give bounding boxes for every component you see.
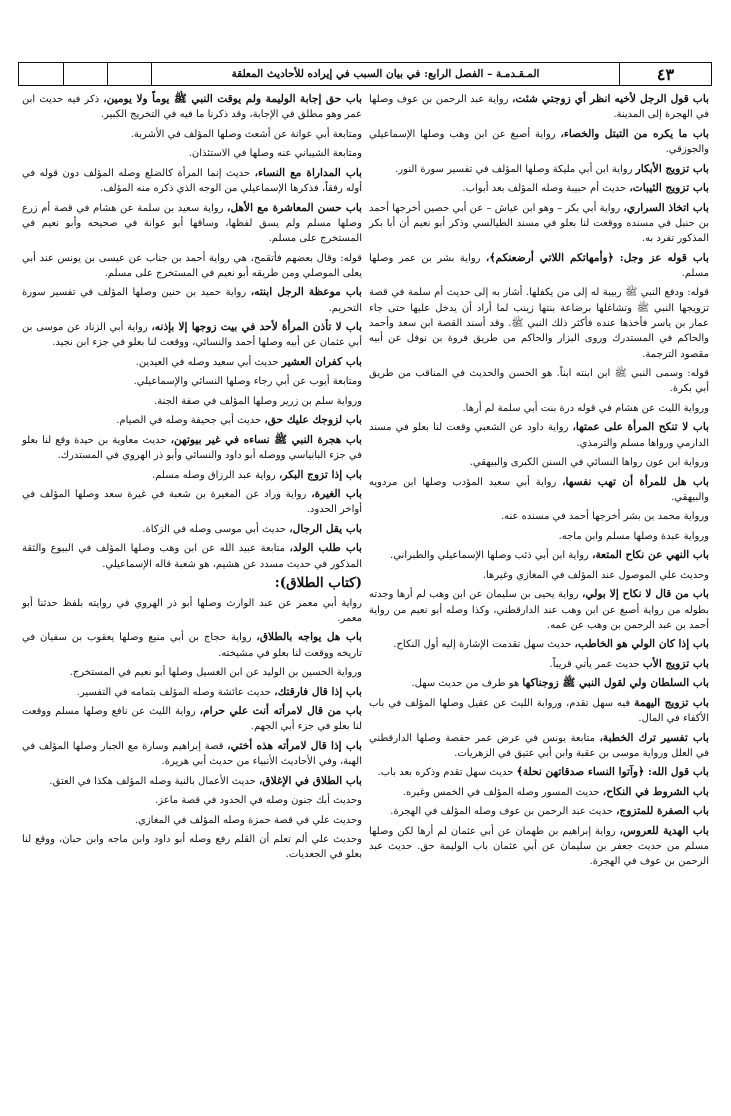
chapter-title: باب من قال لا نكاح إلا بولي، <box>581 588 709 601</box>
paragraph <box>369 401 709 416</box>
chapter-title: باب هل يواجه بالطلاق، <box>256 631 362 644</box>
paragraph-text: متابعة عبيد الله عن ابن وهب وصلها المؤلف في البيوع والثقة المذكور في حديث مسدد عن هشيم، هو شعبة قاله الإسماعيلي. <box>22 543 362 570</box>
paragraph <box>369 657 709 672</box>
right-text-column <box>369 92 709 874</box>
chapter-title: باب النهي عن نكاح المتعة، <box>592 549 709 562</box>
paragraph-text: قوله: ودفع النبي ﷺ ربيبة له إلى من يكفلها. أشار به إلى حديث أم سلمة في قصة تزويجها النبي ﷺ وتشاغلها برضاعة بنتها زينب لما أراد أن يدخل عليها حتى جاء عمار بن ياسر فأخذها عنده فأكثر ذلك النبي ﷺ. وقد أسند القصة ابن سعد وأحمد والحاكم في المستدرك وروى البزار والحاكم من طريق فروة بن نوفل عن أبيه مقصود الترجمة. <box>369 287 709 360</box>
paragraph-text: رواية عبد الرحمن بن عوف وصلها في الهجرة إلى المدينة. <box>369 94 709 121</box>
paragraph <box>22 251 362 282</box>
header-blank-cell <box>107 63 151 85</box>
paragraph <box>22 522 362 537</box>
paragraph <box>22 468 362 483</box>
paragraph-text: رواية أبي معمر عن عبد الوارث وصلها أبو ذر الهروي في روايته بلفظ حدثنا أبو معمر. <box>22 597 362 624</box>
paragraph <box>369 568 709 583</box>
paragraph-text: قوله: وسمى النبي ﷺ ابن ابنته ابناً. هو الحسن والحديث في المناقب من طريق أبي بكرة. <box>369 368 709 395</box>
paragraph-text: ورواية محمد بن بشر أخرجها أحمد في مسنده عنه. <box>500 511 709 523</box>
paragraph <box>22 355 362 370</box>
paragraph-text: حديث المسور وصله المؤلف في الخمس وغيره. <box>402 786 603 798</box>
running-title: المـقـدمـة – الفصل الرابع: في بيان السبب في إيراده للأحاديث المعلقة <box>151 63 619 85</box>
paragraph <box>369 804 709 819</box>
chapter-title: باب ما يكره من التبتل والخصاء، <box>560 127 709 140</box>
paragraph <box>22 630 362 661</box>
chapter-title: باب قول الله: ﴿وآتوا النساء صدقاتهن نحلة﴾ <box>516 766 709 779</box>
chapter-title: باب تزويج الأب <box>642 657 709 670</box>
paragraph <box>22 739 362 770</box>
paragraph <box>369 587 709 633</box>
paragraph <box>22 596 362 627</box>
paragraph <box>369 548 709 563</box>
paragraph-text: رواية أبي بكر – وهو ابن عياش – عن أبي حصين أخرجها أحمد بن حنبل في مسنده ووقعت لنا بعلو في مسند الطيالسي وذكر أبو نعيم أن أبا بكر المذكور تفرد به. <box>369 202 709 245</box>
paragraph-text: رواية أبي سعيد المؤدب وصلها ابن مردويه والبيهقي. <box>369 476 709 503</box>
paragraph-text: رواية يحيى بن سليمان عن ابن وهب لم أرها وجدته بطوله من رواية أصبغ عن ابن وهب عند الدارقطني، وكذا وصله أبو نعيم من رواية أحمد بن عبد الرحمن بن وهب عن عمه. <box>369 589 709 631</box>
chapter-title: باب تزويج الثيبات، <box>629 182 709 195</box>
chapter-title: باب الشروط في النكاح، <box>602 785 709 798</box>
chapter-title: باب الصفرة للمتزوج، <box>616 805 709 818</box>
paragraph-text: حديث عبد الرحمن بن عوف وصله المؤلف في الهجرة. <box>390 806 617 818</box>
paragraph-text: متابعة يونس في عرض عمر حفصة وصلها الدارقطني في العلل ورواية موسى بن عقبة وابن أبي عتيق في الزهريات. <box>369 732 709 759</box>
paragraph <box>369 696 709 727</box>
chapter-title: باب المداراة مع النساء، <box>254 166 362 179</box>
paragraph <box>369 201 709 247</box>
paragraph <box>369 824 709 870</box>
paragraph-text: حديث أبي جحيفة وصله في الصيام. <box>116 415 265 427</box>
paragraph-text: وحديث علي ألم تعلم أن القلم رفع وصله أبو داود وابن ماجه وابن حبان، ووقع لنا بعلو في الجعديات. <box>22 834 362 861</box>
paragraph-text: حديث معاوية بن حيدة وقع لنا بعلو في جزء البانياسي ووصله أبو داود والنسائي وأبو ذر الهروي في المستدرك. <box>22 434 362 462</box>
paragraph-text: حديث أبي موسى وصله في الزكاة. <box>142 523 290 535</box>
chapter-title: باب حق إجابة الوليمة ولم يوقت النبي ﷺ يوماً ولا يومين، <box>103 93 362 105</box>
paragraph <box>22 146 362 161</box>
chapter-title: باب طلب الولد، <box>289 542 363 555</box>
paragraph-text: ورواية سلم بن زرير وصلها المؤلف في صفة الجنة. <box>154 395 362 407</box>
paragraph <box>22 374 362 389</box>
paragraph <box>369 765 709 780</box>
chapter-title: باب الطلاق في الإغلاق، <box>259 774 362 787</box>
paragraph-text: ورواية الليث عن هشام في قوله درة بنت أبي سلمة لم أرها. <box>462 402 709 414</box>
paragraph-text: رواية وراد عن المغيرة بن شعبة في غيرة سعد وصلها المؤلف في أواخر الحدود. <box>22 489 362 516</box>
paragraph <box>22 92 362 123</box>
chapter-title: باب تفسير ترك الخطبة، <box>599 731 709 744</box>
paragraph-text: رواية أصبغ عن ابن وهب وصلها الإسماعيلي والجوزقي. <box>369 128 709 156</box>
page-number: ٤٣ <box>619 63 711 85</box>
paragraph <box>369 181 709 196</box>
paragraph-text: رواية بشر بن عمر وصلها مسلم. <box>369 252 709 279</box>
paragraph <box>369 92 709 123</box>
paragraph <box>22 685 362 700</box>
chapter-title: باب لا تنكح المرأة على عمتها، <box>572 421 709 434</box>
paragraph <box>369 420 709 451</box>
left-text-column <box>22 92 362 867</box>
chapter-title: باب حسن المعاشرة مع الأهل، <box>227 201 362 214</box>
chapter-title: باب هل للمرأة أن تهب نفسها، <box>562 475 709 488</box>
paragraph <box>22 127 362 142</box>
paragraph <box>22 774 362 789</box>
header-blank-cell <box>63 63 107 85</box>
paragraph-text: حديث سهل تقدمت الإشارة إليه أول النكاح. <box>393 639 575 651</box>
chapter-title: باب هجرة النبي ﷺ نساءه في غير بيوتهن، <box>170 433 362 446</box>
paragraph-text: قصة إبراهيم وسارة مع الجبار وصلها المؤلف في الهبة، وفي الأحاديث الأنبياء من حديث أبي هريرة. <box>22 740 362 768</box>
paragraph-text: حديث أبي سعيد وصله في العيدين. <box>135 356 282 368</box>
paragraph-text: فيه سهل تقدم، ورواية الليث عن عقيل وصلها المؤلف في باب الأكفاء في المال. <box>369 697 709 725</box>
paragraph-text: ورواية ابن عون رواها النسائي في السنن الكبرى والبيهقي. <box>469 457 709 469</box>
paragraph <box>369 127 709 158</box>
chapter-title: باب لا تأذن المرأة لأحد في بيت زوجها إلا بإذنه، <box>151 321 362 334</box>
paragraph-text: حديث عائشة وصله المؤلف بتمامه في التفسير. <box>76 686 275 698</box>
paragraph <box>369 285 709 361</box>
paragraph <box>369 529 709 544</box>
chapter-title: باب إذا قال فارقتك، <box>274 685 362 698</box>
paragraph-text: وحديث أبك جنون وصله في الحدود في قصة ماعز. <box>155 795 362 807</box>
paragraph-text: ومتابعة أيوب عن أبي رجاء وصلها النسائي والإسماعيلي. <box>133 376 362 388</box>
paragraph-text: وحديث علي الموصول عند المؤلف في المغازي وغيرها. <box>482 569 709 581</box>
paragraph <box>369 162 709 177</box>
paragraph <box>22 704 362 735</box>
chapter-title: باب اتخاذ السراري، <box>623 201 709 214</box>
paragraph <box>22 832 362 863</box>
chapter-title: باب تزويج اليهمة <box>634 696 710 709</box>
paragraph <box>369 509 709 524</box>
chapter-title: باب قول الرجل لأخيه انظر أي زوجتي شئت، <box>512 93 709 105</box>
paragraph <box>22 541 362 572</box>
paragraph-text: حديث الأعمال بالنية وصله المؤلف هكذا في العتق. <box>49 775 259 787</box>
paragraph-text: رواية إبراهيم بن طهمان عن أبي عثمان لم أرها لكن وصلها مسلم من حديث جعفر بن سليمان عن أبي عثمان باب الوليمة حق. حديث عبد الرحمن بن عوف في الهجرة. <box>369 825 709 868</box>
paragraph-text: ومتابعة الشيباني عنه وصلها في الاستئذان. <box>188 148 362 160</box>
paragraph-text: وحديث علي في قصة حمزة وصله المؤلف في المغازي. <box>134 814 362 826</box>
chapter-title: باب الغيرة، <box>311 488 362 501</box>
paragraph <box>369 475 709 506</box>
paragraph-text: حديث سهل تقدم وذكره بعد باب. <box>377 767 517 779</box>
paragraph <box>369 366 709 397</box>
paragraph <box>22 813 362 828</box>
paragraph-text: رواية الليث عن نافع وصلها مسلم ووقعت لنا بعلو في جزء أبي الجهم. <box>22 706 362 733</box>
paragraph <box>22 166 362 197</box>
running-header <box>18 62 712 86</box>
paragraph-text: حديث أم حبيبة وصله المؤلف بعد أبواب. <box>462 183 630 195</box>
paragraph-text: رواية أبي الزناد عن موسى بن أبي عثمان عن أبيه وصلها أحمد والنسائي، ووقعت لنا بعلو في جزء ابن نجيد. <box>22 322 362 349</box>
paragraph-text: رواية داود عن الشعبي وقعت لنا بعلو في مسند الدارمي ورواها مسلم والترمذي. <box>369 422 709 449</box>
paragraph-text: رواية سعيد بن سلمة عن هشام في قصة أم زرع وصلها مسلم ولم يسق لفظها، وساقها أبو عوانة في صحيحه وأبو نعيم في المستخرج على مسلم. <box>22 202 362 245</box>
paragraph <box>369 676 709 691</box>
chapter-title: باب قوله عز وجل: ﴿وأمهاتكم اللاتي أرضعنكم﴾، <box>485 251 709 264</box>
chapter-title: باب إذا كان الولي هو الخاطب، <box>574 638 709 651</box>
paragraph <box>22 285 362 316</box>
paragraph-text: ورواية الحسين بن الوليد عن ابن الغسيل وصلها أبو نعيم في المستخرج. <box>69 667 362 679</box>
chapter-title: باب إذا قال لامرأته هذه أختي، <box>227 739 363 752</box>
paragraph <box>369 785 709 800</box>
paragraph-text: رواية حجاج بن أبي منيع وصلها يعقوب بن سفيان في تاريخه ووقعت لنا بعلو في مشيخته. <box>22 632 362 659</box>
chapter-title: باب تزويج الأبكار <box>635 162 709 175</box>
chapter-title: باب يقل الرجال، <box>289 522 362 535</box>
chapter-title: باب لزوجك عليك حق، <box>264 414 362 427</box>
section-heading: (كتاب الطلاق): <box>274 575 362 592</box>
paragraph-text: ورواية عبدة وصلها مسلم وابن ماجه. <box>558 530 709 542</box>
chapter-title: باب إذا تزوج البكر، <box>278 468 362 481</box>
chapter-title: باب كفران العشير <box>281 355 362 368</box>
paragraph <box>22 487 362 518</box>
paragraph <box>369 731 709 762</box>
paragraph <box>22 201 362 247</box>
chapter-title: باب السلطان ولي لقول النبي ﷺ زوجناكها <box>522 677 709 690</box>
paragraph <box>22 413 362 428</box>
paragraph-text: قوله: وقال بعضهم فأتقمح، هي رواية أحمد بن جناب عن عيسى بن يونس عند أبي يعلى الموصلي ومن طريقه أبو نعيم في المستخرج على مسلم. <box>22 252 362 279</box>
paragraph <box>22 433 362 464</box>
paragraph-text: رواية ابن أبي ذئب وصلها الإسماعيلي والطبراني. <box>390 550 593 562</box>
header-blank-cell <box>19 63 63 85</box>
paragraph <box>22 320 362 351</box>
paragraph <box>369 455 709 470</box>
paragraph-text: حديث عمر يأتي قريباً. <box>549 658 643 670</box>
paragraph <box>22 394 362 409</box>
chapter-title: باب الهدية للعروس، <box>619 824 709 837</box>
paragraph <box>22 665 362 680</box>
paragraph-text: هو طرف من حديث سهل. <box>411 678 523 690</box>
paragraph <box>22 793 362 808</box>
paragraph <box>369 251 709 282</box>
paragraph-text: رواية عبد الرزاق وصله مسلم. <box>152 469 279 481</box>
paragraph-text: ذكر فيه حديث ابن عمر وهو مطلق في الإجابة، وقد ذكرنا ما فيه في التخريج الكبير. <box>22 94 362 121</box>
chapter-title: باب من قال لامرأته أنت علي حرام، <box>199 705 362 718</box>
paragraph-text: رواية ابن أبي مليكة وصلها المؤلف في تفسير سورة النور. <box>395 163 636 175</box>
chapter-title: باب موعظة الرجل ابنته، <box>250 286 362 299</box>
paragraph-text: حديث إنما المرأة كالضلع وصله المؤلف دون قوله في أوله رفقاً، فذكرها الإسماعيلي من الوجه الذي ذكره منه المؤلف. <box>22 167 362 195</box>
paragraph <box>369 637 709 652</box>
paragraph-text: رواية حميد بن حنين وصلها المؤلف في تفسير سورة التحريم. <box>22 287 362 314</box>
paragraph-text: ومتابعة أبي عوانة عن أشعث وصلها المؤلف في الأشربة. <box>130 128 362 140</box>
